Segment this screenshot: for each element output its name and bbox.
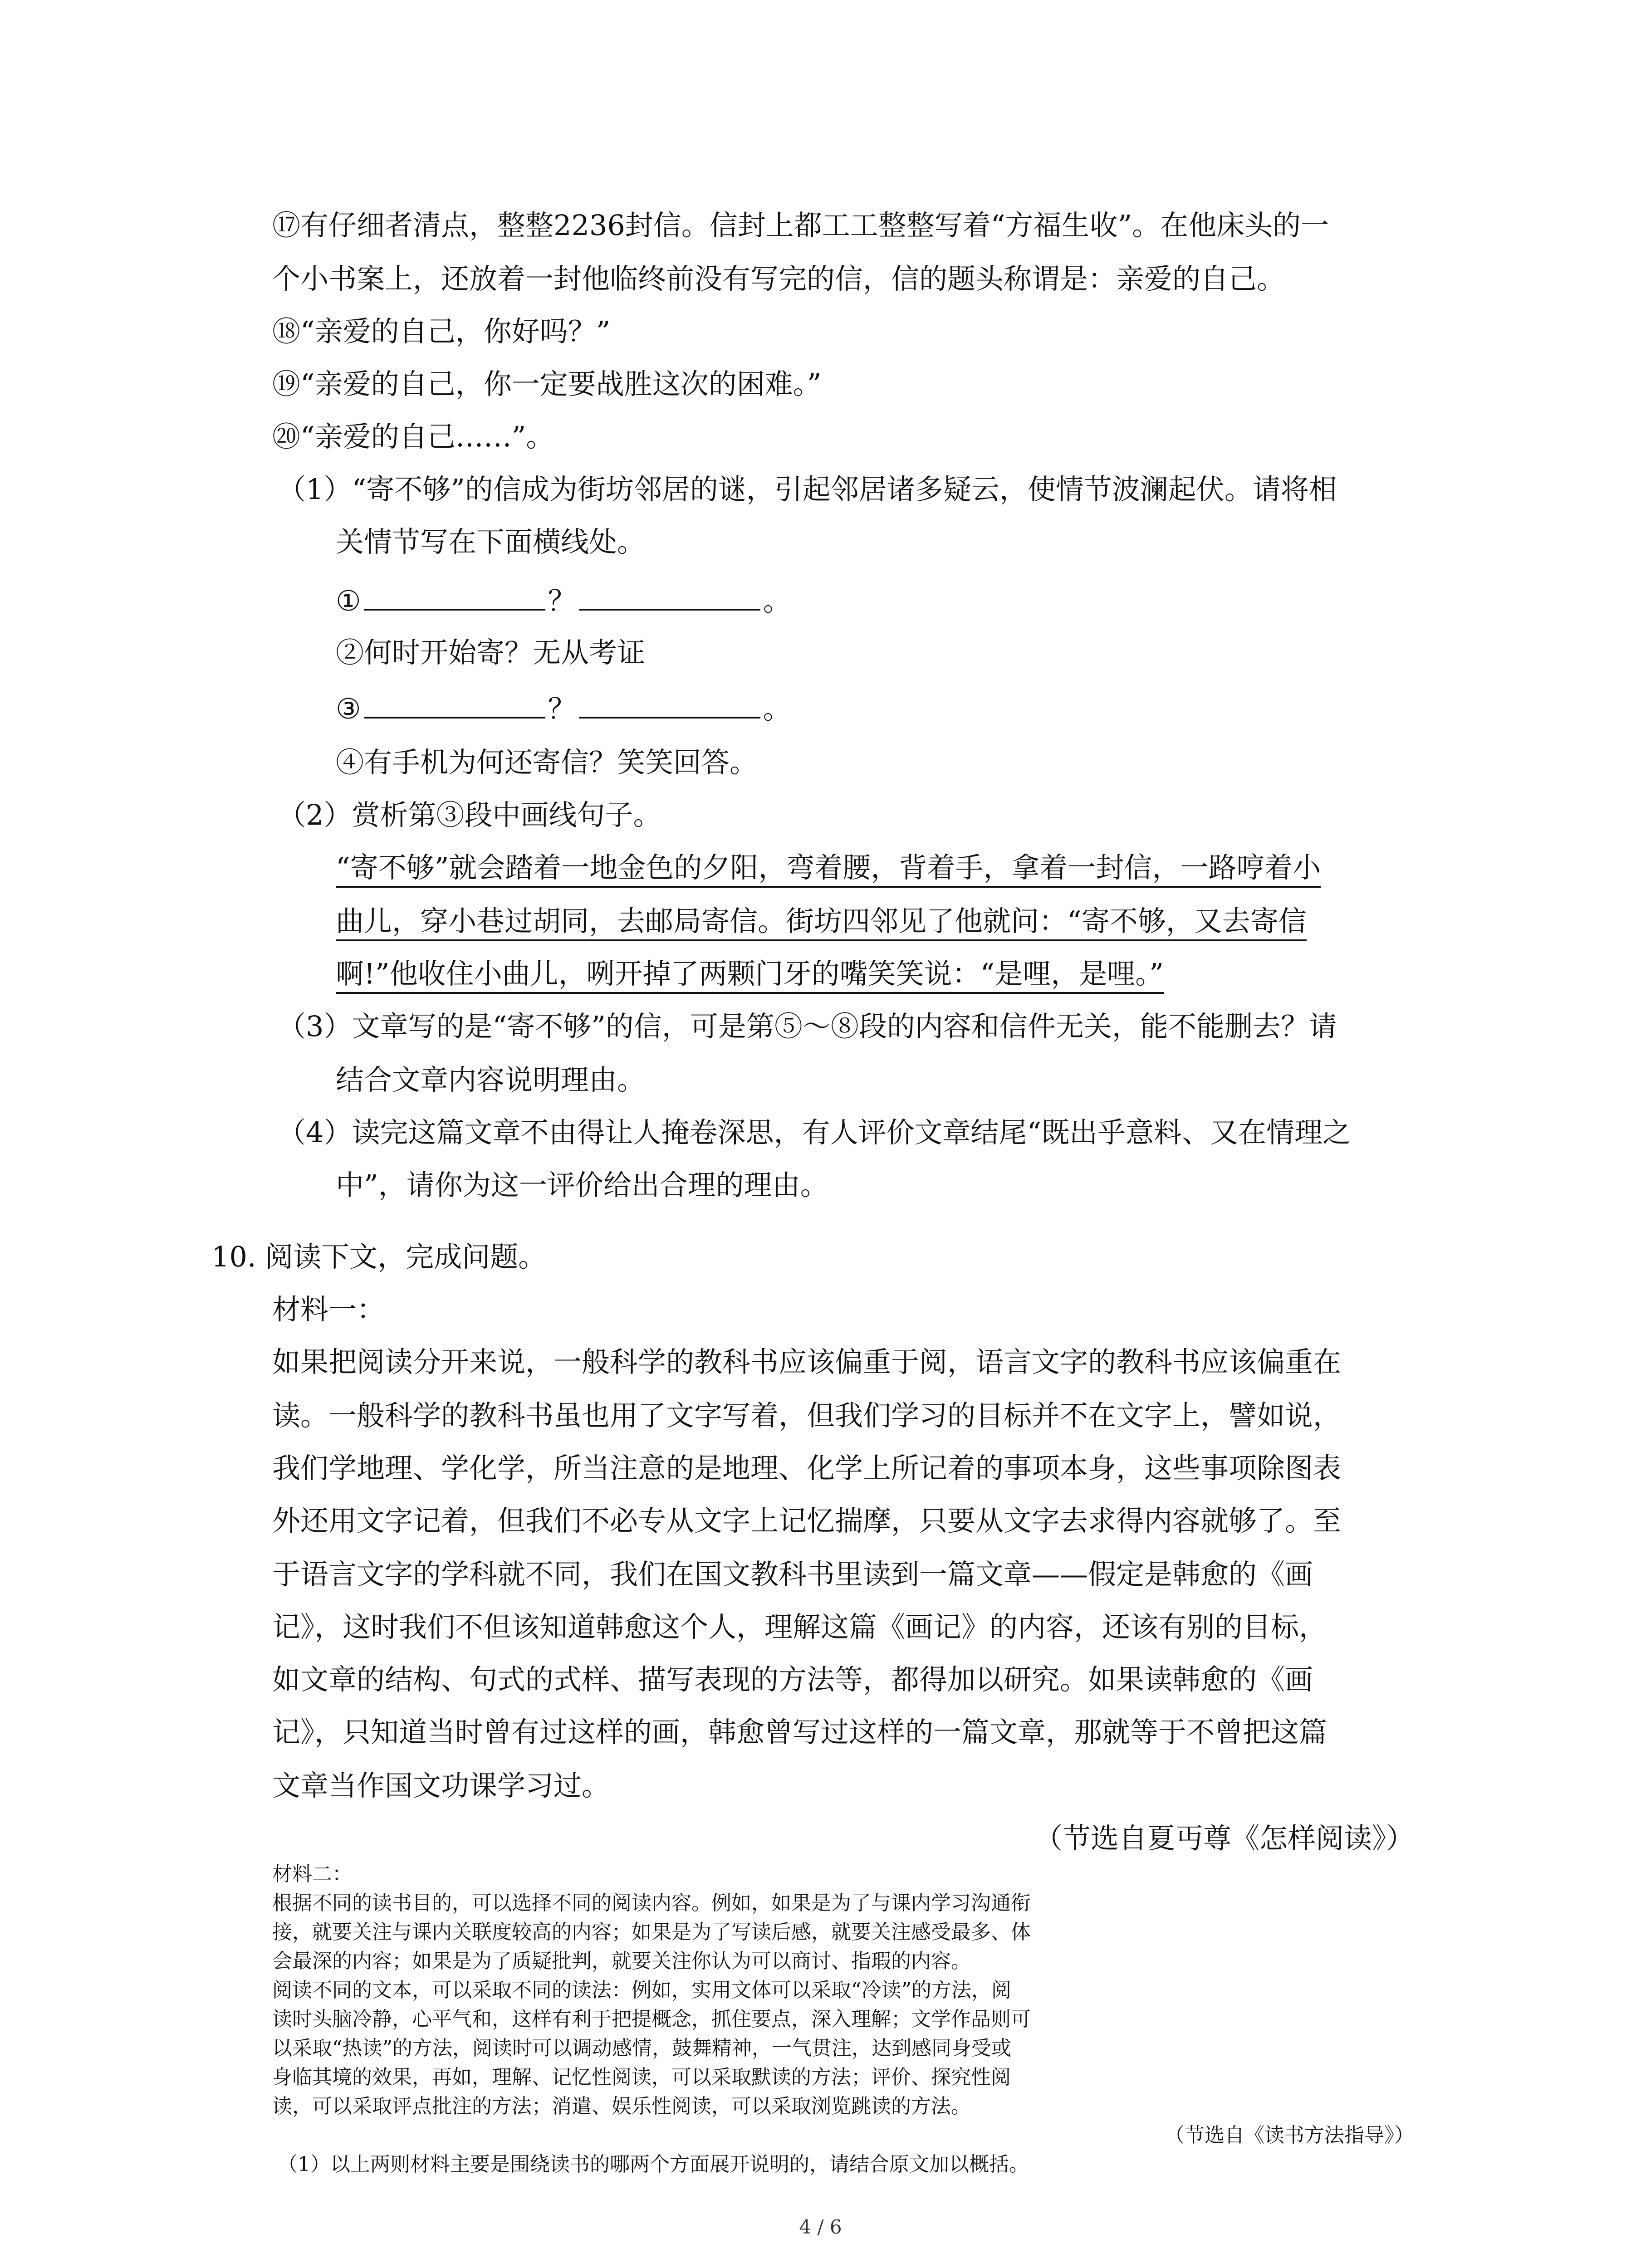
question-9-3-line-2: 结合文章内容说明理由。: [336, 1063, 646, 1096]
underlined-sentence-part-2: 曲儿，穿小巷过胡同，去邮局寄信。街坊四邻见了他就问：“寄不够，又去寄信: [336, 904, 1307, 941]
material-1-line-9: 文章当作国文功课学习过。: [272, 1769, 610, 1802]
paragraph-18: ⑱“亲爱的自己，你好吗？”: [272, 315, 611, 348]
fill-item-1-number: ①: [336, 584, 361, 617]
material-2-line-4: 阅读不同的文本，可以采取不同的读法：例如，实用文体可以采取“冷读”的方法，阅: [272, 1979, 1011, 2002]
material-2-line-2: 接，就要关注与课内关联度较高的内容；如果是为了写读后感，就要关注感受最多、体: [272, 1921, 1031, 1944]
fill-item-3: [336, 689, 791, 728]
material-2-line-5: 读时头脑冷静，心平气和，这样有利于把提概念，抓住要点，深入理解；文学作品则可: [272, 2008, 1031, 2031]
material-1-line-7: 如文章的结构、句式的式样、描写表现的方法等，都得加以研究。如果读韩愈的《画: [272, 1663, 1313, 1696]
fill-blank-3a[interactable]: [364, 689, 545, 719]
question-9-1-line-1: （1）“寄不够”的信成为街坊邻居的谜，引起邻居诸多疑云，使情节波澜起伏。请将相: [278, 473, 1337, 506]
fill-blank-1a[interactable]: [364, 582, 545, 611]
material-2-line-1: 根据不同的读书目的，可以选择不同的阅读内容。例如，如果是为了与课内学习沟通衔: [272, 1892, 1031, 1915]
fill-item-1-question-mark: ？: [548, 584, 576, 617]
fill-item-3-number: ③: [336, 692, 361, 725]
fill-item-3-period: 。: [763, 692, 791, 725]
question-9-4-line-2: 中”，请你为这一评价给出合理的理由。: [336, 1168, 828, 1202]
material-1-label: 材料一：: [272, 1293, 385, 1326]
underlined-sentence-part-1: “寄不够”就会踏着一地金色的夕阳，弯着腰，背着手，拿着一封信，一路哼着小: [336, 851, 1321, 888]
material-2-line-3: 会最深的内容；如果是为了质疑批判，就要关注你认为可以商讨、指瑕的内容。: [272, 1950, 971, 1973]
question-10-heading: 10. 阅读下文，完成问题。: [211, 1240, 547, 1273]
question-10-1: （1）以上两则材料主要是围绕读书的哪两个方面展开说明的，请结合原文加以概括。: [278, 2153, 1029, 2176]
question-9-1-line-2: 关情节写在下面横线处。: [336, 525, 646, 558]
page-number: 4 / 6: [799, 2216, 842, 2238]
underlined-sentence-part-3: 啊!”他收住小曲儿，咧开掉了两颗门牙的嘴笑笑说：“是哩，是哩。”: [336, 957, 1164, 994]
fill-blank-3b[interactable]: [579, 689, 760, 719]
material-1-line-3: 我们学地理、学化学，所当注意的是地理、化学上所记着的事项本身，这些事项除图表: [272, 1452, 1342, 1485]
material-1-line-1: 如果把阅读分开来说，一般科学的教科书应该偏重于阅，语言文字的教科书应该偏重在: [272, 1345, 1342, 1378]
paragraph-20: ⑳“亲爱的自己……”。: [272, 420, 554, 453]
fill-item-3-question-mark: ？: [548, 692, 576, 725]
question-9-4-line-1: （4）读完这篇文章不由得让人掩卷深思，有人评价文章结尾“既出乎意料、又在情理之: [278, 1116, 1351, 1149]
question-9-2-quote-line-1: [336, 849, 1321, 886]
material-1-line-2: 读。一般科学的教科书虽也用了文字写着，但我们学习的目标并不在文字上，譬如说，: [272, 1399, 1342, 1432]
material-2-line-6: 以采取“热读”的方法，阅读时可以调动感情，鼓舞精神，一气贯注，达到感同身受或: [272, 2037, 1011, 2060]
question-9-2-quote-line-3: [336, 955, 1164, 992]
paragraph-19: ⑲“亲爱的自己，你一定要战胜这次的困难。”: [272, 367, 822, 401]
material-2-source: （节选自《读书方法指导》）: [1165, 2124, 1414, 2147]
material-1-line-4: 外还用文字记着，但我们不必专从文字上记忆揣摩，只要从文字去求得内容就够了。至: [272, 1504, 1342, 1537]
material-1-source: （节选自夏丏尊《怎样阅读》）: [1034, 1822, 1414, 1855]
question-9-2: （2）赏析第③段中画线句子。: [278, 798, 661, 831]
question-9-2-quote-line-2: [336, 903, 1307, 940]
paragraph-17-line-1: ⑰有仔细者清点，整整2236封信。信封上都工工整整写着“方福生收”。在他床头的一: [272, 209, 1329, 242]
fill-item-2: ②何时开始寄？无从考证: [336, 636, 646, 669]
paragraph-17-line-2: 个小书案上，还放着一封他临终前没有写完的信，信的题头称谓是：亲爱的自己。: [272, 262, 1285, 295]
material-1-line-6: 记》，这时我们不但该知道韩愈这个人，理解这篇《画记》的内容，还该有别的目标，: [272, 1610, 1327, 1643]
fill-item-4: ④有手机为何还寄信？笑笑回答。: [336, 746, 758, 779]
material-2-line-7: 身临其境的效果，再如，理解、记忆性阅读，可以采取默读的方法；评价、探究性阅: [272, 2066, 1011, 2089]
material-2-line-8: 读，可以采取评点批注的方法；消遣、娱乐性阅读，可以采取浏览跳读的方法。: [272, 2095, 971, 2118]
question-9-3-line-1: （3）文章写的是“寄不够”的信，可是第⑤～⑧段的内容和信件无关，能不能删去？请: [278, 1010, 1337, 1043]
fill-item-1: [336, 582, 791, 620]
fill-blank-1b[interactable]: [579, 582, 760, 611]
fill-item-1-period: 。: [763, 584, 791, 617]
material-1-line-5: 于语言文字的学科就不同，我们在国文教科书里读到一篇文章——假定是韩愈的《画: [272, 1558, 1313, 1591]
material-2-label: 材料二：: [272, 1862, 352, 1886]
material-1-line-8: 记》，只知道当时曾有过这样的画，韩愈曾写过这样的一篇文章，那就等于不曾把这篇: [272, 1716, 1327, 1749]
